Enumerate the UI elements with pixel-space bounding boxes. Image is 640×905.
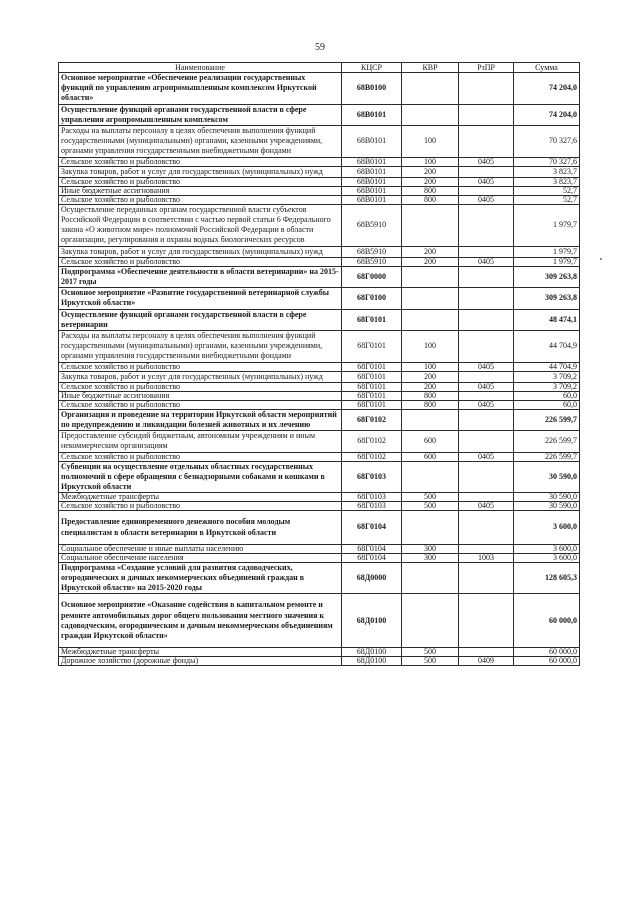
cell-rzpr: 0405 (459, 382, 514, 391)
table-row (59, 409, 580, 430)
header-sum: Сумма (514, 63, 580, 73)
cell-sum: 226 599,7 (514, 431, 580, 452)
cell-name: Сельское хозяйство и рыболовство (59, 157, 342, 166)
table-row (59, 400, 580, 409)
cell-kcsr: 68В0101 (342, 157, 402, 166)
cell-kcsr: 68В0101 (342, 177, 402, 186)
cell-kcsr: 68В5910 (342, 246, 402, 257)
cell-sum: 226 599,7 (514, 452, 580, 461)
cell-name: Дорожное хозяйство (дорожные фонды) (59, 657, 342, 666)
cell-sum: 60,0 (514, 400, 580, 409)
cell-rzpr: 0405 (459, 157, 514, 166)
cell-kvr: 200 (402, 371, 459, 382)
cell-kcsr: 68Г0102 (342, 431, 402, 452)
table-row (59, 452, 580, 461)
table-row (59, 246, 580, 257)
cell-rzpr (459, 371, 514, 382)
cell-kcsr: 68В0101 (342, 195, 402, 204)
cell-kvr: 500 (402, 648, 459, 657)
cell-sum: 1 979,7 (514, 257, 580, 266)
table-row (59, 511, 580, 544)
cell-rzpr (459, 511, 514, 544)
page-number: 59 (315, 42, 325, 53)
cell-rzpr (459, 73, 514, 105)
cell-name: Межбюджетные трансферты (59, 493, 342, 502)
cell-name: Сельское хозяйство и рыболовство (59, 257, 342, 266)
cell-kvr: 300 (402, 544, 459, 553)
cell-kcsr: 68Г0102 (342, 409, 402, 430)
cell-kcsr: 68Г0103 (342, 493, 402, 502)
cell-kcsr: 68Д0100 (342, 648, 402, 657)
cell-rzpr (459, 266, 514, 287)
cell-kcsr: 68В0101 (342, 104, 402, 125)
cell-rzpr (459, 544, 514, 553)
cell-kvr: 200 (402, 177, 459, 186)
cell-kcsr: 68Г0101 (342, 371, 402, 382)
cell-kvr: 100 (402, 331, 459, 363)
cell-name: Субвенции на осуществление отдельных областных государственных полномочий в сфере обращения с безнадзорными собаками и кошками в Иркутской области (59, 461, 342, 493)
cell-kvr (402, 562, 459, 594)
cell-sum: 74 204,0 (514, 73, 580, 105)
cell-name: Организация и проведение на территории Иркутской области мероприятий по предупреждению и ликвидации болезней животных и их лечению (59, 409, 342, 430)
cell-kvr (402, 594, 459, 648)
cell-rzpr: 0405 (459, 362, 514, 371)
table-row (59, 544, 580, 553)
cell-rzpr (459, 431, 514, 452)
cell-sum: 309 263,8 (514, 266, 580, 287)
cell-kvr: 800 (402, 391, 459, 400)
table-row (59, 288, 580, 309)
table-row (59, 362, 580, 371)
cell-kvr: 500 (402, 493, 459, 502)
table-row (59, 157, 580, 166)
cell-kcsr: 68В0100 (342, 73, 402, 105)
cell-rzpr: 0405 (459, 177, 514, 186)
table-row (59, 562, 580, 594)
cell-sum: 44 704,9 (514, 331, 580, 363)
cell-kcsr: 68В5910 (342, 257, 402, 266)
table-row (59, 166, 580, 177)
cell-sum: 3 600,0 (514, 511, 580, 544)
cell-sum: 70 327,6 (514, 157, 580, 166)
table-row (59, 204, 580, 246)
cell-sum: 3 823,7 (514, 166, 580, 177)
header-name: Наименование (59, 63, 342, 73)
cell-kcsr: 68Г0101 (342, 382, 402, 391)
cell-kvr: 100 (402, 157, 459, 166)
cell-name: Сельское хозяйство и рыболовство (59, 362, 342, 371)
table-header-row (59, 63, 580, 73)
cell-sum: 30 590,0 (514, 493, 580, 502)
cell-sum: 60 000,0 (514, 657, 580, 666)
cell-name: Закупка товаров, работ и услуг для государственных (муниципальных) нужд (59, 246, 342, 257)
header-kcsr: КЦСР (342, 63, 402, 73)
cell-kcsr: 68В5910 (342, 204, 402, 246)
cell-sum: 70 327,6 (514, 126, 580, 158)
cell-kvr (402, 288, 459, 309)
cell-name: Предоставление субсидий бюджетным, автономным учреждениям и иным некоммерческим организациям (59, 431, 342, 452)
cell-kvr: 800 (402, 195, 459, 204)
cell-rzpr (459, 461, 514, 493)
cell-name: Подпрограмма «Обеспечение деятельности в области ветеринарии» на 2015-2017 годы (59, 266, 342, 287)
header-rzpr: РзПР (459, 63, 514, 73)
table-row (59, 177, 580, 186)
cell-name: Закупка товаров, работ и услуг для государственных (муниципальных) нужд (59, 166, 342, 177)
cell-kvr: 500 (402, 657, 459, 666)
cell-kcsr: 68Д0000 (342, 562, 402, 594)
cell-sum: 52,7 (514, 186, 580, 195)
cell-sum: 48 474,1 (514, 309, 580, 330)
cell-rzpr (459, 562, 514, 594)
cell-name: Осуществление функций органами государственной власти в сфере ветеринарии (59, 309, 342, 330)
table-row (59, 594, 580, 648)
table-body (59, 73, 580, 666)
cell-sum: 52,7 (514, 195, 580, 204)
table-row (59, 195, 580, 204)
cell-name: Сельское хозяйство и рыболовство (59, 400, 342, 409)
table-row (59, 553, 580, 562)
cell-name: Осуществление переданных органам государственной власти субъектов Российской Федерации в соответствии с частью первой статьи 6 Федерального закона «О животном мире» полномочий Российской Федерации в области организации, регулирования и охраны водных биологических ресурсов (59, 204, 342, 246)
cell-kvr: 200 (402, 257, 459, 266)
cell-kvr: 300 (402, 553, 459, 562)
cell-sum: 30 590,0 (514, 461, 580, 493)
cell-kvr: 800 (402, 400, 459, 409)
cell-sum: 1 979,7 (514, 246, 580, 257)
cell-rzpr (459, 104, 514, 125)
cell-sum: 60,0 (514, 391, 580, 400)
cell-rzpr (459, 246, 514, 257)
cell-name: Основное мероприятие «Обеспечение реализации государственных функций по управлению агропромышленным комплексом Иркутской области» (59, 73, 342, 105)
cell-kvr (402, 309, 459, 330)
cell-rzpr: 0409 (459, 657, 514, 666)
cell-name: Осуществление функций органами государственной власти в сфере управления агропромышленным комплексом (59, 104, 342, 125)
cell-rzpr (459, 126, 514, 158)
cell-kcsr: 68В0101 (342, 186, 402, 195)
cell-sum: 3 709,2 (514, 382, 580, 391)
cell-rzpr (459, 594, 514, 648)
cell-kcsr: 68Г0102 (342, 452, 402, 461)
header-kvr: КВР (402, 63, 459, 73)
cell-kvr: 600 (402, 431, 459, 452)
cell-kvr: 500 (402, 502, 459, 511)
cell-name: Сельское хозяйство и рыболовство (59, 195, 342, 204)
cell-kvr (402, 266, 459, 287)
table-row (59, 126, 580, 158)
cell-name: Иные бюджетные ассигнования (59, 186, 342, 195)
cell-name: Социальное обеспечение и иные выплаты населению (59, 544, 342, 553)
cell-rzpr (459, 166, 514, 177)
cell-name: Основное мероприятие «Развитие государственной ветеринарной службы Иркутской области» (59, 288, 342, 309)
cell-kvr (402, 461, 459, 493)
cell-name: Расходы на выплаты персоналу в целях обеспечения выполнения функций государственными (муниципальными) органами, казенными учреждениями, органами управления государственными внебюджетными фондами (59, 331, 342, 363)
scan-speck (600, 258, 602, 260)
cell-name: Расходы на выплаты персоналу в целях обеспечения выполнения функций государственными (муниципальными) органами, казенными учреждениями, органами управления государственными внебюджетными фондами (59, 126, 342, 158)
cell-kvr: 200 (402, 382, 459, 391)
cell-kcsr: 68Г0104 (342, 544, 402, 553)
cell-name: Закупка товаров, работ и услуг для государственных (муниципальных) нужд (59, 371, 342, 382)
cell-rzpr (459, 204, 514, 246)
cell-name: Основное мероприятие «Оказание содействия в капитальном ремонте и ремонте автомобильных дорог общего пользования местного значения к садоводческим, огородническим и дачным некоммерческим объединениям граждан Иркутской области» (59, 594, 342, 648)
cell-kvr (402, 73, 459, 105)
cell-kcsr: 68Г0103 (342, 461, 402, 493)
cell-sum: 3 600,0 (514, 544, 580, 553)
cell-sum: 226 599,7 (514, 409, 580, 430)
table-row (59, 371, 580, 382)
budget-table (58, 62, 580, 666)
cell-name: Сельское хозяйство и рыболовство (59, 502, 342, 511)
cell-rzpr: 0405 (459, 502, 514, 511)
cell-sum: 60 000,0 (514, 648, 580, 657)
cell-kcsr: 68Г0100 (342, 288, 402, 309)
cell-name: Иные бюджетные ассигнования (59, 391, 342, 400)
cell-rzpr: 0405 (459, 195, 514, 204)
cell-kcsr: 68Г0101 (342, 331, 402, 363)
cell-kvr: 600 (402, 452, 459, 461)
table-row (59, 73, 580, 105)
table-row (59, 431, 580, 452)
cell-rzpr: 0405 (459, 452, 514, 461)
cell-sum: 30 590,0 (514, 502, 580, 511)
cell-kcsr: 68Г0101 (342, 391, 402, 400)
table-row (59, 257, 580, 266)
table-row (59, 502, 580, 511)
cell-rzpr: 0405 (459, 400, 514, 409)
cell-name: Предоставление единовременного денежного пособия молодым специалистам в области ветеринарии в Иркутской области (59, 511, 342, 544)
cell-kvr: 200 (402, 166, 459, 177)
cell-kcsr: 68В0101 (342, 166, 402, 177)
cell-rzpr (459, 331, 514, 363)
cell-sum: 309 263,8 (514, 288, 580, 309)
cell-rzpr: 1003 (459, 553, 514, 562)
cell-kvr: 100 (402, 362, 459, 371)
cell-rzpr (459, 309, 514, 330)
cell-sum: 44 704,9 (514, 362, 580, 371)
cell-sum: 74 204,0 (514, 104, 580, 125)
cell-kvr (402, 511, 459, 544)
cell-kcsr: 68Г0000 (342, 266, 402, 287)
cell-kcsr: 68Д0100 (342, 594, 402, 648)
cell-kvr (402, 204, 459, 246)
table-row (59, 266, 580, 287)
cell-sum: 3 600,0 (514, 553, 580, 562)
cell-kcsr: 68Г0103 (342, 502, 402, 511)
table-row (59, 657, 580, 666)
cell-name: Сельское хозяйство и рыболовство (59, 452, 342, 461)
cell-name: Сельское хозяйство и рыболовство (59, 177, 342, 186)
cell-kcsr: 68Г0104 (342, 553, 402, 562)
cell-name: Межбюджетные трансферты (59, 648, 342, 657)
cell-sum: 60 000,0 (514, 594, 580, 648)
cell-kvr (402, 409, 459, 430)
cell-kcsr: 68Г0101 (342, 400, 402, 409)
table-row (59, 186, 580, 195)
cell-name: Сельское хозяйство и рыболовство (59, 382, 342, 391)
cell-sum: 1 979,7 (514, 204, 580, 246)
cell-kcsr: 68Г0101 (342, 362, 402, 371)
table-row (59, 309, 580, 330)
cell-rzpr (459, 288, 514, 309)
cell-sum: 3 823,7 (514, 177, 580, 186)
table-row (59, 331, 580, 363)
cell-name: Социальное обеспечение населения (59, 553, 342, 562)
cell-sum: 3 709,2 (514, 371, 580, 382)
cell-name: Подпрограмма «Создание условий для развития садоводческих, огороднических и дачных некоммерческих объединений граждан в Иркутской области» на 2015-2020 годы (59, 562, 342, 594)
cell-kcsr: 68Г0104 (342, 511, 402, 544)
cell-kvr: 100 (402, 126, 459, 158)
table-row (59, 461, 580, 493)
cell-kcsr: 68Д0100 (342, 657, 402, 666)
cell-kvr: 800 (402, 186, 459, 195)
cell-sum: 128 605,3 (514, 562, 580, 594)
cell-kcsr: 68В0101 (342, 126, 402, 158)
cell-rzpr: 0405 (459, 257, 514, 266)
cell-rzpr (459, 409, 514, 430)
cell-kvr: 200 (402, 246, 459, 257)
cell-kcsr: 68Г0101 (342, 309, 402, 330)
cell-kvr (402, 104, 459, 125)
table-row (59, 104, 580, 125)
cell-rzpr (459, 186, 514, 195)
